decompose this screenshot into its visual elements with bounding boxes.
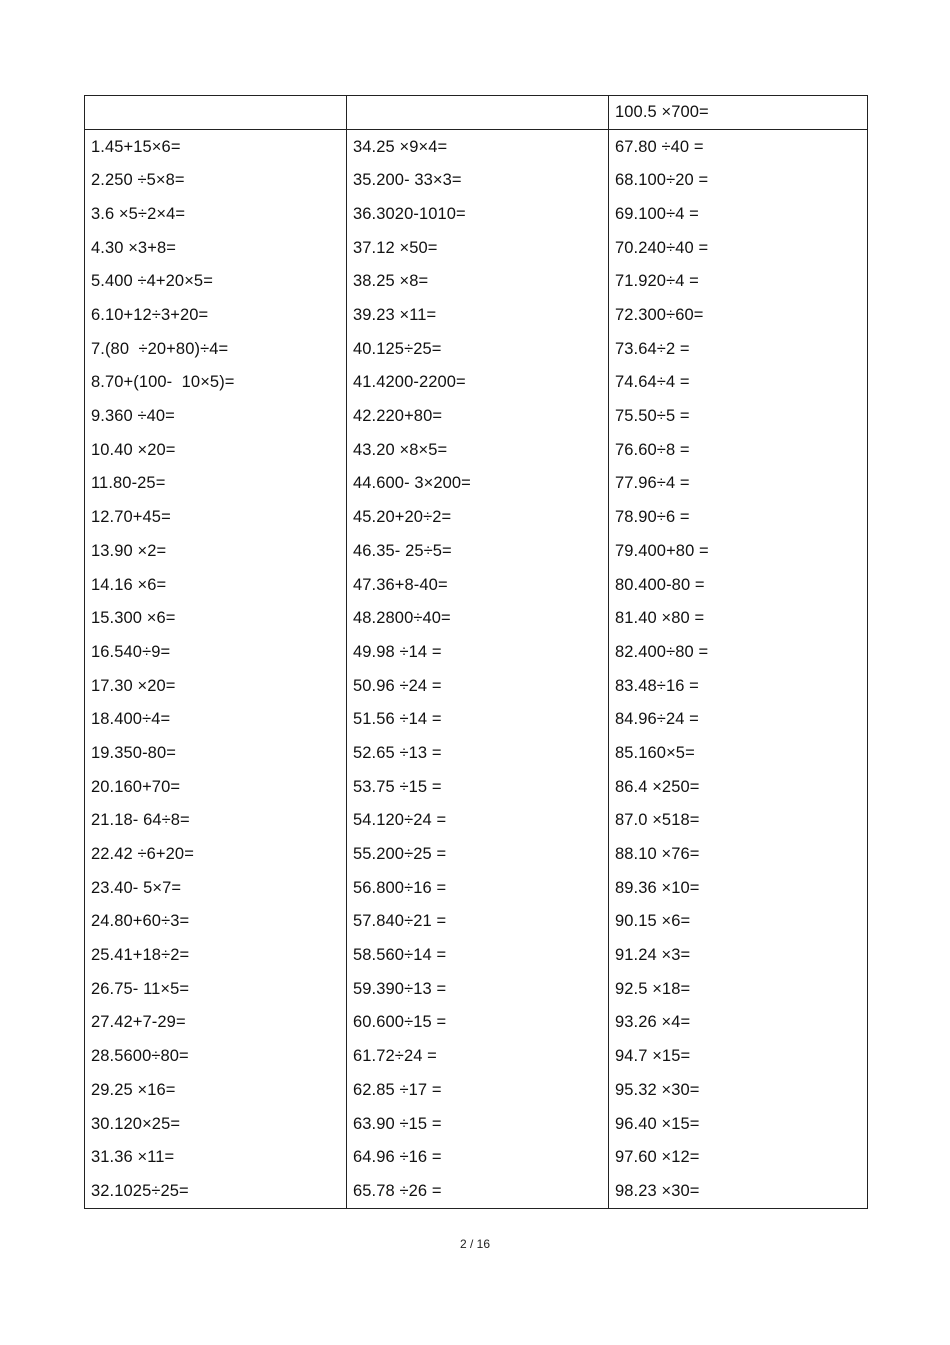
problem-cell: 8.70+(100- 10×5)= <box>85 366 347 400</box>
problem-cell: 74.64÷4 = <box>609 366 868 400</box>
problem-cell: 48.2800÷40= <box>347 602 609 636</box>
problem-cell: 84.96÷24 = <box>609 703 868 737</box>
problem-cell: 7.(80 ÷20+80)÷4= <box>85 332 347 366</box>
table-row <box>85 568 868 602</box>
problem-cell <box>85 96 347 130</box>
problem-cell: 87.0 ×518= <box>609 804 868 838</box>
table-row <box>85 905 868 939</box>
problem-cell: 24.80+60÷3= <box>85 905 347 939</box>
problem-cell: 67.80 ÷40 = <box>609 130 868 164</box>
problem-cell: 28.5600÷80= <box>85 1040 347 1074</box>
problem-cell: 18.400÷4= <box>85 703 347 737</box>
problem-cell: 62.85 ÷17 = <box>347 1073 609 1107</box>
problem-cell: 70.240÷40 = <box>609 231 868 265</box>
table-row <box>85 96 868 130</box>
table-row <box>85 669 868 703</box>
problem-cell: 19.350-80= <box>85 736 347 770</box>
table-row <box>85 736 868 770</box>
table-row <box>85 164 868 198</box>
problem-cell: 31.36 ×11= <box>85 1141 347 1175</box>
problem-cell: 5.400 ÷4+20×5= <box>85 265 347 299</box>
table-row <box>85 197 868 231</box>
table-row <box>85 1040 868 1074</box>
problem-cell: 71.920÷4 = <box>609 265 868 299</box>
problem-cell: 64.96 ÷16 = <box>347 1141 609 1175</box>
problem-cell: 20.160+70= <box>85 770 347 804</box>
problem-cell: 54.120÷24 = <box>347 804 609 838</box>
problem-cell: 49.98 ÷14 = <box>347 635 609 669</box>
table-row <box>85 534 868 568</box>
page-number: 2 / 16 <box>459 1237 491 1251</box>
problem-cell: 9.360 ÷40= <box>85 400 347 434</box>
table-row <box>85 1174 868 1208</box>
problem-cell: 81.40 ×80 = <box>609 602 868 636</box>
problem-cell: 91.24 ×3= <box>609 939 868 973</box>
problem-cell: 27.42+7-29= <box>85 1006 347 1040</box>
problem-cell: 44.600- 3×200= <box>347 467 609 501</box>
table-row <box>85 298 868 332</box>
table-row <box>85 804 868 838</box>
table-row <box>85 1141 868 1175</box>
table-row <box>85 366 868 400</box>
problem-cell: 58.560÷14 = <box>347 939 609 973</box>
table-row <box>85 501 868 535</box>
problem-cell: 22.42 ÷6+20= <box>85 837 347 871</box>
problem-cell: 83.48÷16 = <box>609 669 868 703</box>
problem-cell: 96.40 ×15= <box>609 1107 868 1141</box>
problem-cell: 32.1025÷25= <box>85 1174 347 1208</box>
problem-cell: 1.45+15×6= <box>85 130 347 164</box>
problem-cell: 76.60÷8 = <box>609 433 868 467</box>
problem-cell: 36.3020-1010= <box>347 197 609 231</box>
problem-cell: 3.6 ×5÷2×4= <box>85 197 347 231</box>
problem-cell: 75.50÷5 = <box>609 400 868 434</box>
problem-cell: 98.23 ×30= <box>609 1174 868 1208</box>
problem-cell: 65.78 ÷26 = <box>347 1174 609 1208</box>
table-row <box>85 433 868 467</box>
problem-cell: 69.100÷4 = <box>609 197 868 231</box>
problem-cell: 51.56 ÷14 = <box>347 703 609 737</box>
problem-cell: 72.300÷60= <box>609 298 868 332</box>
problem-cell: 30.120×25= <box>85 1107 347 1141</box>
problem-cell: 21.18- 64÷8= <box>85 804 347 838</box>
table-row <box>85 231 868 265</box>
problem-cell: 57.840÷21 = <box>347 905 609 939</box>
table-row <box>85 332 868 366</box>
problem-cell: 60.600÷15 = <box>347 1006 609 1040</box>
problem-cell: 35.200- 33×3= <box>347 164 609 198</box>
table-row <box>85 130 868 164</box>
problem-cell: 80.400-80 = <box>609 568 868 602</box>
problem-cell: 93.26 ×4= <box>609 1006 868 1040</box>
table-row <box>85 1073 868 1107</box>
problem-cell: 11.80-25= <box>85 467 347 501</box>
problem-cell: 79.400+80 = <box>609 534 868 568</box>
problem-cell: 88.10 ×76= <box>609 837 868 871</box>
problem-cell: 12.70+45= <box>85 501 347 535</box>
problem-cell: 56.800÷16 = <box>347 871 609 905</box>
table-row <box>85 703 868 737</box>
problem-cell: 14.16 ×6= <box>85 568 347 602</box>
problem-cell: 10.40 ×20= <box>85 433 347 467</box>
problem-cell: 50.96 ÷24 = <box>347 669 609 703</box>
problem-cell: 42.220+80= <box>347 400 609 434</box>
problem-cell: 43.20 ×8×5= <box>347 433 609 467</box>
problem-cell: 53.75 ÷15 = <box>347 770 609 804</box>
table-row <box>85 1006 868 1040</box>
problem-cell: 61.72÷24 = <box>347 1040 609 1074</box>
problem-cell: 95.32 ×30= <box>609 1073 868 1107</box>
problem-cell: 15.300 ×6= <box>85 602 347 636</box>
problem-cell: 78.90÷6 = <box>609 501 868 535</box>
problem-cell: 39.23 ×11= <box>347 298 609 332</box>
problem-cell: 41.4200-2200= <box>347 366 609 400</box>
problem-cell: 89.36 ×10= <box>609 871 868 905</box>
problem-cell: 13.90 ×2= <box>85 534 347 568</box>
problem-cell: 77.96÷4 = <box>609 467 868 501</box>
problem-cell: 38.25 ×8= <box>347 265 609 299</box>
problem-cell: 34.25 ×9×4= <box>347 130 609 164</box>
problem-cell: 26.75- 11×5= <box>85 972 347 1006</box>
table-row <box>85 770 868 804</box>
table-row <box>85 400 868 434</box>
problem-cell: 47.36+8-40= <box>347 568 609 602</box>
table-row <box>85 972 868 1006</box>
problem-cell: 59.390÷13 = <box>347 972 609 1006</box>
problem-cell: 92.5 ×18= <box>609 972 868 1006</box>
problem-cell: 40.125÷25= <box>347 332 609 366</box>
problem-cell: 46.35- 25÷5= <box>347 534 609 568</box>
table-row <box>85 871 868 905</box>
problem-cell: 45.20+20÷2= <box>347 501 609 535</box>
problem-cell: 86.4 ×250= <box>609 770 868 804</box>
problem-cell: 23.40- 5×7= <box>85 871 347 905</box>
problem-cell: 6.10+12÷3+20= <box>85 298 347 332</box>
problem-cell: 16.540÷9= <box>85 635 347 669</box>
problem-cell: 90.15 ×6= <box>609 905 868 939</box>
table-row <box>85 602 868 636</box>
problem-cell: 82.400÷80 = <box>609 635 868 669</box>
problem-cell: 55.200÷25 = <box>347 837 609 871</box>
problem-cell: 37.12 ×50= <box>347 231 609 265</box>
problem-cell: 17.30 ×20= <box>85 669 347 703</box>
table-row <box>85 467 868 501</box>
problem-cell: 94.7 ×15= <box>609 1040 868 1074</box>
arithmetic-table <box>84 95 868 1209</box>
problem-cell: 52.65 ÷13 = <box>347 736 609 770</box>
problem-cell: 63.90 ÷15 = <box>347 1107 609 1141</box>
problem-cell: 97.60 ×12= <box>609 1141 868 1175</box>
table-row <box>85 837 868 871</box>
problem-cell: 68.100÷20 = <box>609 164 868 198</box>
problem-cell: 85.160×5= <box>609 736 868 770</box>
problem-cell: 2.250 ÷5×8= <box>85 164 347 198</box>
problem-cell: 4.30 ×3+8= <box>85 231 347 265</box>
problem-cell: 73.64÷2 = <box>609 332 868 366</box>
problem-cell <box>347 96 609 130</box>
table-row <box>85 939 868 973</box>
table-row <box>85 635 868 669</box>
table-row <box>85 265 868 299</box>
problem-cell: 100.5 ×700= <box>609 96 868 130</box>
table-row <box>85 1107 868 1141</box>
problem-cell: 25.41+18÷2= <box>85 939 347 973</box>
problem-cell: 29.25 ×16= <box>85 1073 347 1107</box>
